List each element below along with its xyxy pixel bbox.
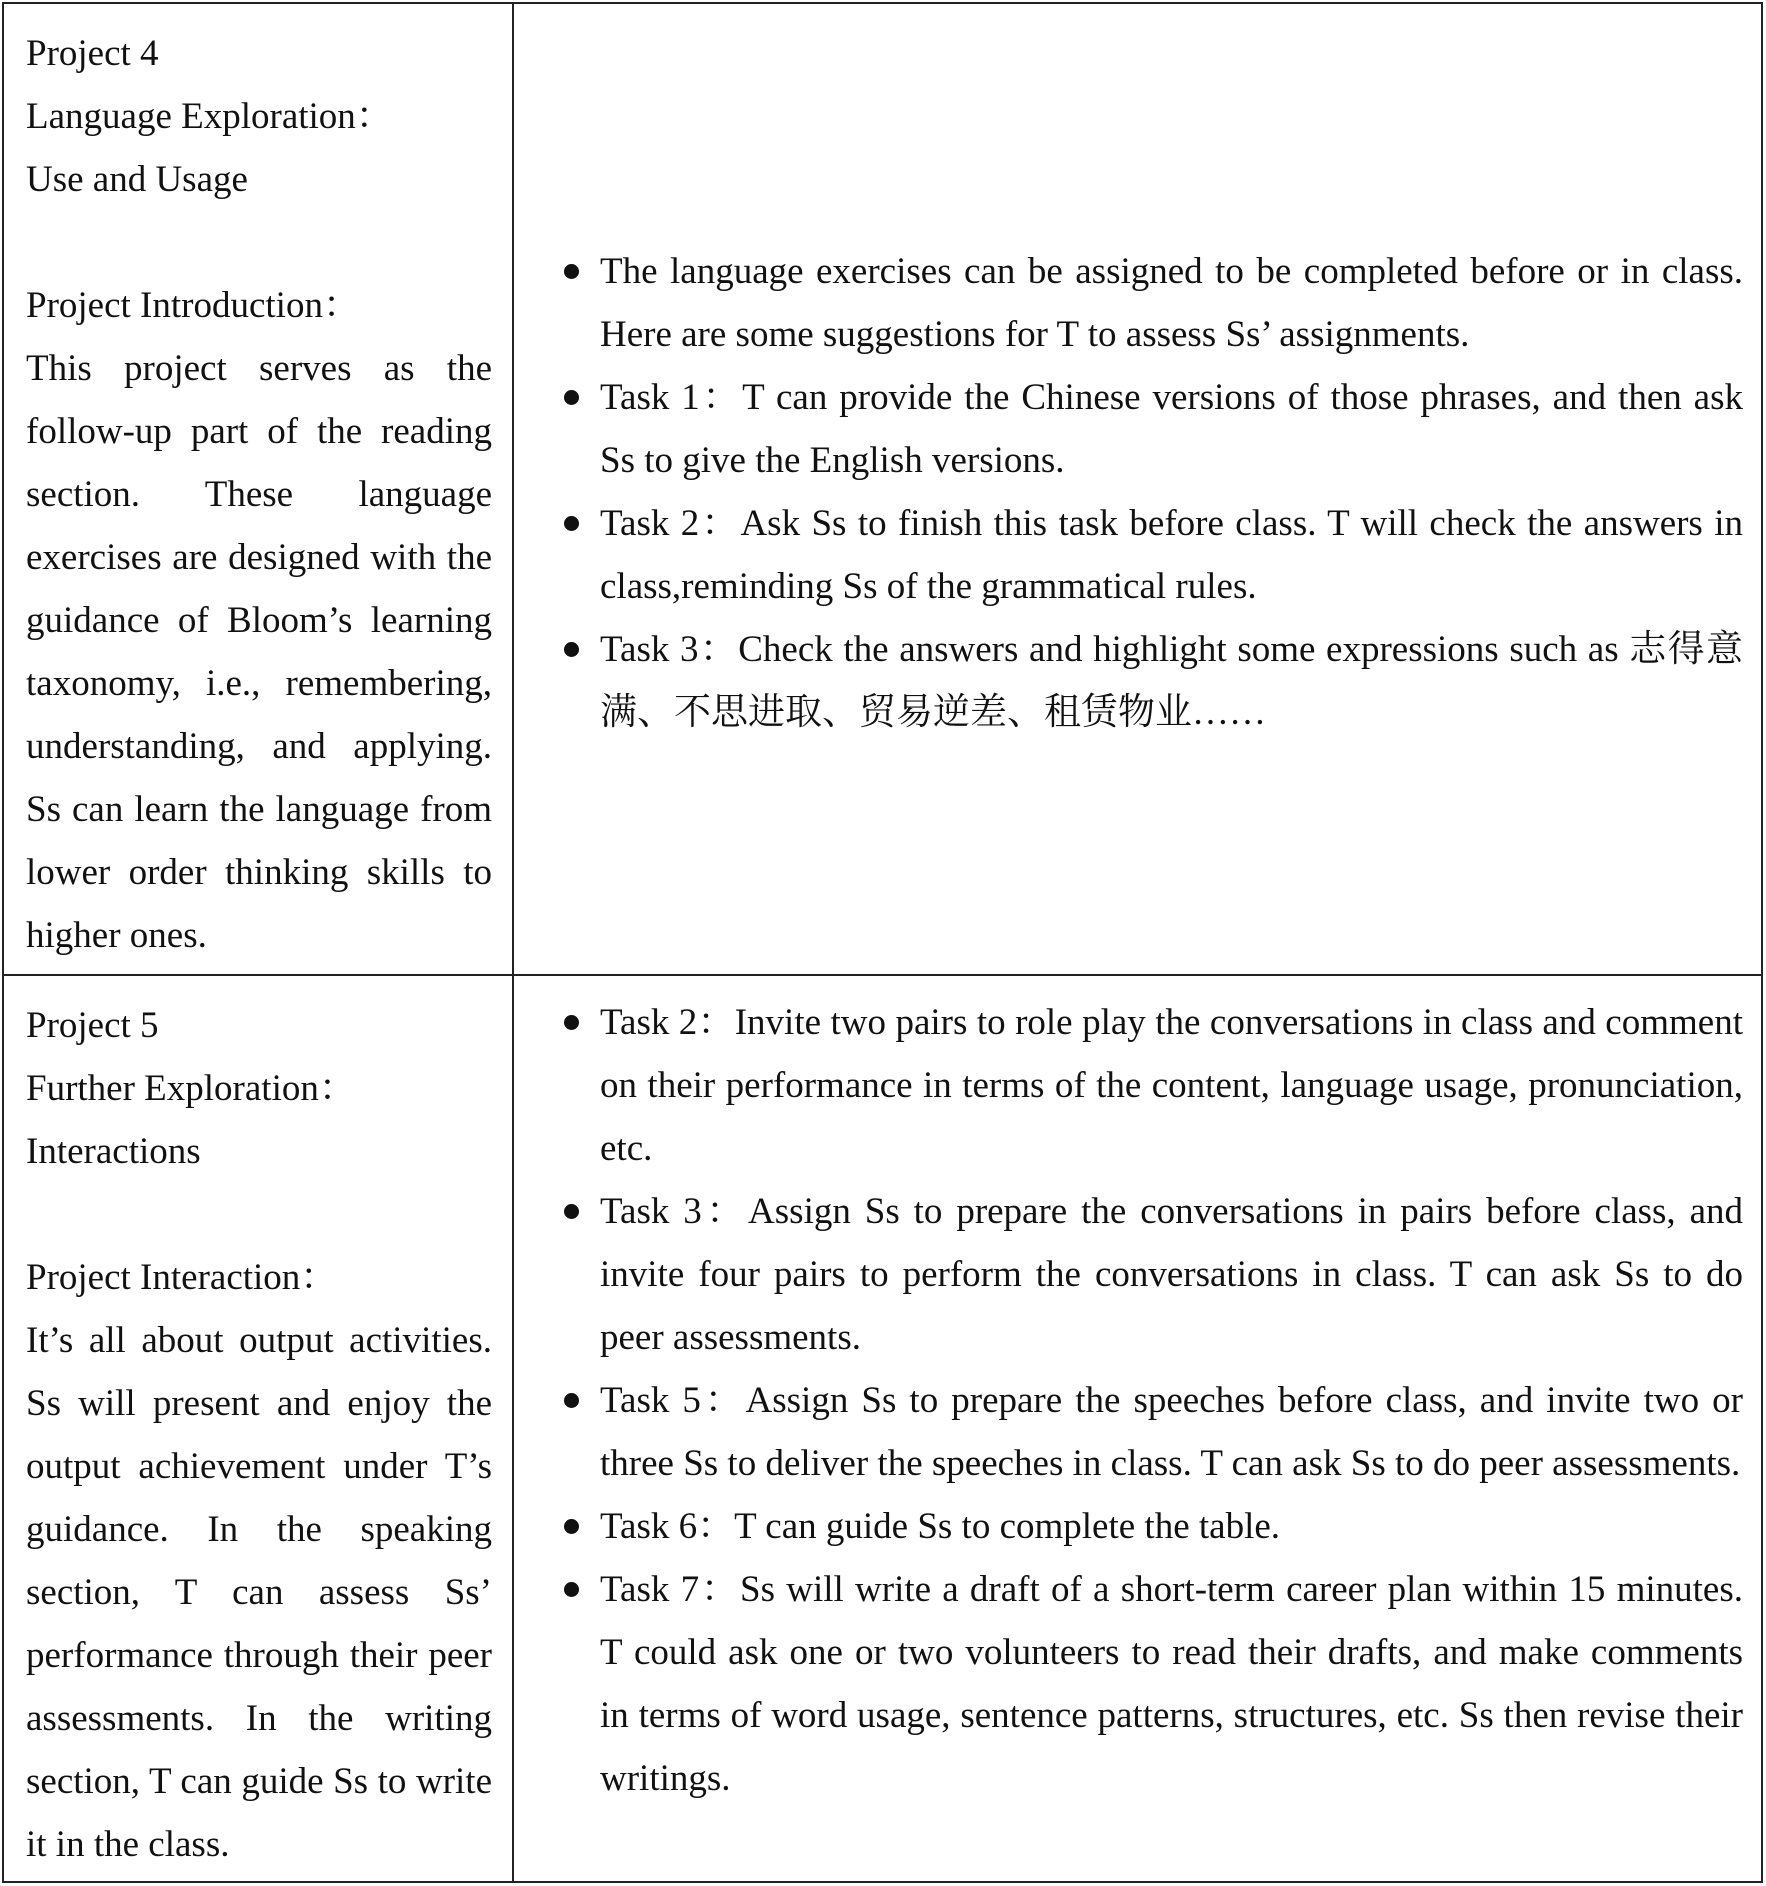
project-5-description-cell: [4, 976, 514, 1881]
list-item: Task 2：Ask Ss to finish this task before class. T will check the answers in class,reminding Ss of the grammatical rules.: [544, 492, 1743, 618]
list-item: Task 3：Assign Ss to prepare the conversations in pairs before class, and invite four pairs to perform the conversations in class. T can ask Ss to do peer assessments.: [544, 1180, 1743, 1369]
list-item: Task 7：Ss will write a draft of a short-term career plan within 15 minutes. T could ask one or two volunteers to read their drafts, and make comments in terms of word usage, sentence patterns, structures, etc. Ss then revise their writings.: [544, 1558, 1743, 1810]
list-item: The language exercises can be assigned to be completed before or in class. Here are some suggestions for T to assess Ss’ assignments.: [544, 240, 1743, 366]
table-row-project-4: [4, 4, 1761, 976]
project-4-assessment-cell: [514, 4, 1761, 974]
list-item: Task 2：Invite two pairs to role play the conversations in class and comment on their performance in terms of the content, language usage, pronunciation, etc.: [544, 991, 1743, 1180]
project-4-number: Project 4: [26, 33, 159, 74]
table-row-project-5: [4, 976, 1761, 1881]
project-5-interaction-text: It’s all about output activities. Ss will present and enjoy the output achievement under T’s guidance. In the speaking section, T can assess Ss’ performance through their peer assessments. In the writing section, T can guide Ss to write it in the class.: [26, 1320, 492, 1865]
bullet-icon: [564, 516, 579, 531]
bullet-icon: [564, 1015, 579, 1030]
bullet-icon: [564, 390, 579, 405]
project-5-bullet-list: [544, 991, 1743, 1810]
project-4-bullet-list: [544, 240, 1743, 744]
project-4-intro-text: This project serves as the follow-up part of the reading section. These language exercises are designed with the guidance of Bloom’s learning taxonomy, i.e., remembering, understanding, and applying. Ss can learn the language from lower order thinking skills to higher ones.: [26, 348, 492, 956]
bullet-icon: [564, 1204, 579, 1219]
project-4-description-cell: [4, 4, 514, 974]
project-4-intro-heading: Project Introduction：: [26, 285, 360, 326]
bullet-icon: [564, 1393, 579, 1408]
list-item: Task 5：Assign Ss to prepare the speeches before class, and invite two or three Ss to deliver the speeches in class. T can ask Ss to do peer assessments.: [544, 1369, 1743, 1495]
project-table: [2, 2, 1763, 1883]
bullet-icon: [564, 1582, 579, 1597]
bullet-icon: [564, 642, 579, 657]
list-item: Task 3：Check the answers and highlight some expressions such as 志得意满、不思进取、贸易逆差、租赁物业……: [544, 618, 1743, 744]
project-5-number: Project 5: [26, 1005, 159, 1046]
project-5-interaction-heading: Project Interaction：: [26, 1257, 338, 1298]
list-item: Task 1：T can provide the Chinese versions of those phrases, and then ask Ss to give the English versions.: [544, 366, 1743, 492]
list-item: Task 6：T can guide Ss to complete the table.: [544, 1495, 1743, 1558]
project-4-subtitle: Use and Usage: [26, 159, 248, 200]
bullet-icon: [564, 1519, 579, 1534]
project-5-title: Further Exploration：: [26, 1068, 356, 1109]
project-4-title: Language Exploration：: [26, 96, 393, 137]
bullet-icon: [564, 264, 579, 279]
project-5-assessment-cell: [514, 976, 1761, 1881]
project-5-subtitle: Interactions: [26, 1131, 201, 1172]
